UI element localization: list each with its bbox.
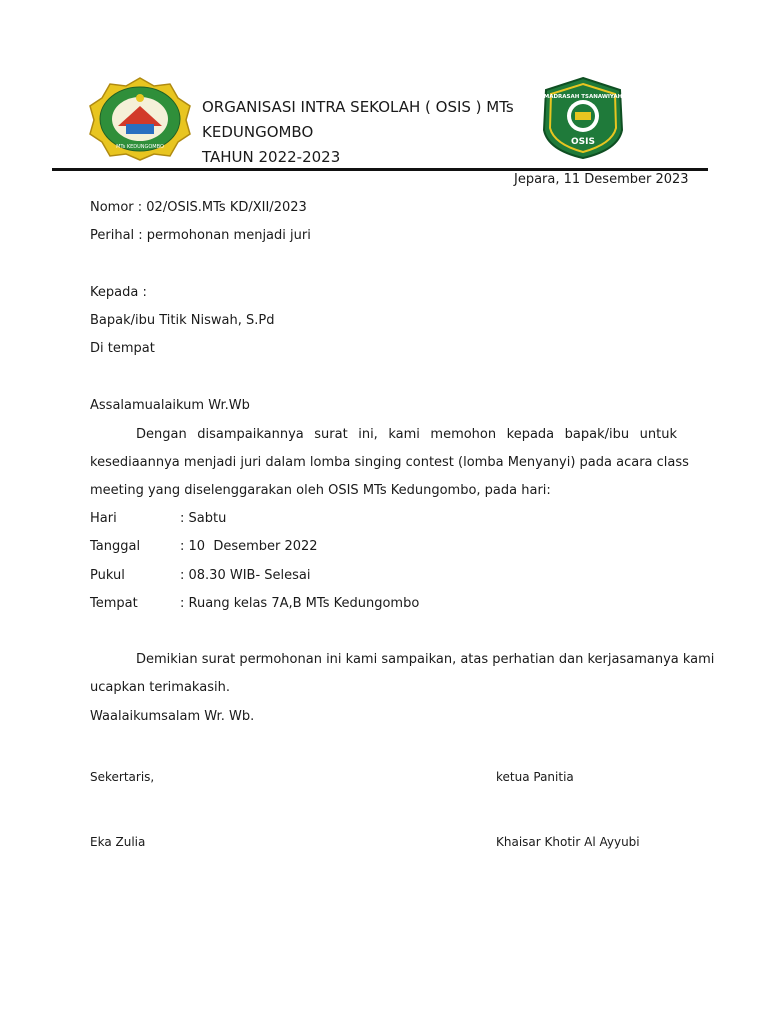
school-logo-left <box>88 76 192 162</box>
detail-value-day: : Sabtu <box>180 511 227 526</box>
detail-value-date: : 10 Desember 2022 <box>180 539 318 554</box>
right-logo-text-top: MADRASAH TSANAWIYAH <box>543 94 623 100</box>
body-line-3: meeting yang diselenggarakan oleh OSIS MTs Kedungombo, pada hari: <box>90 483 551 498</box>
detail-label-date: Tanggal <box>90 539 141 554</box>
detail-label-day: Hari <box>90 511 117 526</box>
right-logo-text-bottom: OSIS <box>571 137 595 147</box>
body-line-2: kesediaannya menjadi juri dalam lomba singing contest (lomba Menyanyi) pada acara class <box>90 455 689 470</box>
title-line-2: KEDUNGOMBO <box>202 123 314 141</box>
letter-number: Nomor : 02/OSIS.MTs KD/XII/2023 <box>90 200 307 215</box>
greeting: Assalamualaikum Wr.Wb <box>90 398 250 413</box>
closing-greeting: Waalaikumsalam Wr. Wb. <box>90 709 255 724</box>
closing-line-2: ucapkan terimakasih. <box>90 680 230 695</box>
letter-subject: Perihal : permohonan menjadi juri <box>90 228 311 243</box>
detail-value-place: : Ruang kelas 7A,B MTs Kedungombo <box>180 596 420 611</box>
detail-label-time: Pukul <box>90 568 125 583</box>
recipient: Bapak/ibu Titik Niswah, S.Pd <box>90 313 275 328</box>
recipient-location: Di tempat <box>90 341 155 356</box>
signature-right-role: ketua Panitia <box>496 770 574 784</box>
detail-label-place: Tempat <box>90 596 138 611</box>
signature-left-name: Eka Zulia <box>90 835 146 849</box>
signature-left-role: Sekertaris, <box>90 770 155 784</box>
letterhead-divider <box>52 168 708 171</box>
to-label: Kepada : <box>90 285 147 300</box>
letterhead-title <box>202 95 514 170</box>
detail-value-time: : 08.30 WIB- Selesai <box>180 568 311 583</box>
title-line-1: ORGANISASI INTRA SEKOLAH ( OSIS ) MTs <box>202 98 514 116</box>
title-line-3: TAHUN 2022-2023 <box>202 148 341 166</box>
signature-right-name: Khaisar Khotir Al Ayyubi <box>496 835 640 849</box>
left-logo-text: MTs KEDUNGOMBO <box>116 144 164 150</box>
closing-line-1: Demikian surat permohonan ini kami sampaikan, atas perhatian dan kerjasamanya kami <box>136 652 715 667</box>
osis-logo-right <box>540 76 626 160</box>
body-line-1: Dengan disampaikannya surat ini, kami memohon kepada bapak/ibu untuk <box>136 427 677 442</box>
place-date: Jepara, 11 Desember 2023 <box>514 172 689 187</box>
